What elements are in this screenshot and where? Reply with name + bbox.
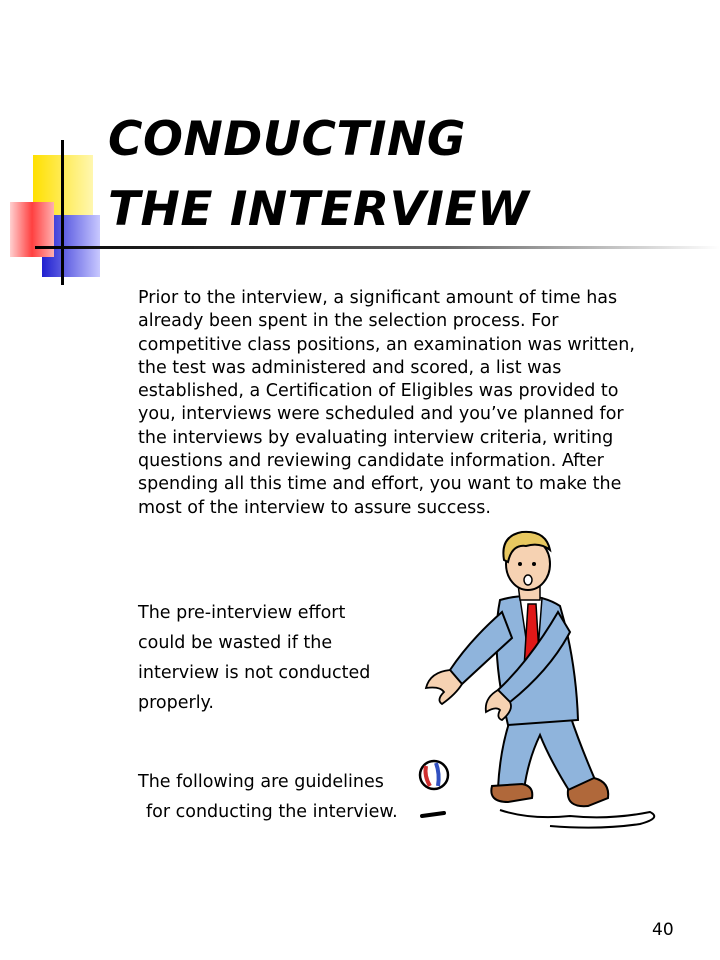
warning-line: interview is not conducted — [138, 663, 371, 683]
warning-line: could be wasted if the — [138, 633, 333, 653]
guidelines-line: The following are guidelines — [138, 772, 384, 792]
title-line-1: CONDUCTING — [108, 112, 466, 167]
guidelines-line: for conducting the interview. — [146, 802, 398, 822]
ball-icon — [420, 761, 448, 789]
guidelines-paragraph — [138, 767, 398, 827]
intro-paragraph: Prior to the interview, a significant amount of time has already been spent in the selection process. For competitive class positions, an examination was written, the test was administered and scored, a list was established, a Certification of Eligibles was provided to you, interviews were scheduled and you’ve planned for the interviews by evaluating interview criteria, writing questions and reviewing candidate information. After spending all this time and effort, you want to make the most of the interview to assure success. — [138, 288, 635, 518]
horizontal-line — [35, 246, 720, 249]
warning-paragraph — [138, 598, 370, 718]
warning-line: properly. — [138, 693, 214, 713]
vertical-line — [61, 140, 64, 285]
businessman-clipart-icon — [400, 520, 660, 840]
slide-title — [108, 105, 529, 245]
slide-number: 40 — [652, 920, 674, 940]
title-line-2: THE INTERVIEW — [108, 182, 530, 237]
warning-line: The pre-interview effort — [138, 603, 346, 623]
